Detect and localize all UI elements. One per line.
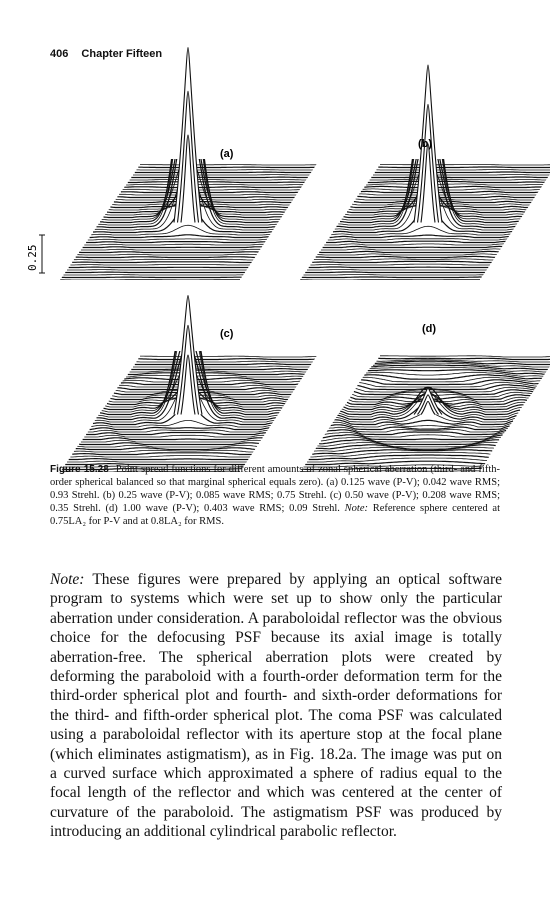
body-note-label: Note: [50, 571, 85, 588]
surface-line [128, 373, 308, 375]
surface-line [324, 244, 504, 245]
caption-note-label: Note: [344, 503, 368, 514]
surface-line [124, 378, 304, 380]
page-number: 406 [50, 48, 69, 60]
surface-line [126, 184, 306, 185]
surface-line [300, 280, 480, 281]
surface-line [135, 364, 315, 365]
chapter-title: Chapter Fifteen [81, 48, 163, 60]
surface-line [375, 172, 550, 173]
surface-line [314, 259, 494, 260]
surface-line [117, 197, 297, 198]
surface-line [114, 393, 294, 395]
psf-panel-c [60, 295, 320, 472]
surface-line [310, 452, 490, 457]
scale-bar [26, 235, 45, 273]
surface-line [70, 456, 250, 458]
surface-line [130, 179, 310, 180]
surface-line [304, 275, 484, 276]
surface-line [321, 249, 501, 250]
surface-line [363, 189, 543, 190]
surface-line [380, 165, 550, 166]
surface-line [380, 356, 550, 357]
surface-line [316, 256, 496, 257]
panel-label: (b) [418, 138, 433, 150]
surface-line [130, 371, 310, 373]
surface-line [81, 440, 261, 442]
surface-line [317, 254, 497, 255]
surface-line [72, 262, 252, 263]
surface-line [84, 244, 264, 245]
panel-label: (c) [220, 328, 234, 340]
surface-line [117, 388, 297, 390]
surface-line [69, 459, 249, 460]
surface-line [119, 385, 299, 387]
surface-line [323, 246, 503, 247]
figure-number: Figure 15.28 [50, 464, 109, 475]
surface-line [83, 247, 263, 248]
surface-line [121, 383, 301, 385]
surface-line [86, 242, 266, 243]
surface-line [366, 184, 546, 185]
surface-line [357, 196, 537, 197]
surface-line [74, 259, 254, 260]
surface-line [328, 239, 508, 240]
figure-caption [50, 463, 500, 528]
caption-text: Point spread functions for different amounts of zonal spherical aberration (third- and fifth-order spherical balanced so that marginal spherical equals zero). (a) 0.125 wave (P-V); 0.042 wave RMS; 0.93 Strehl. (b) 0.25 wave (P-V); 0.085 wave RMS; 0.75 Strehl. (c) 0.50 wave (P-V); 0.208 wave RMS; 0.35 Strehl. (d) 1.00 wave (P-V); 0.403 wave RMS; 0.09 Strehl. [50, 464, 501, 514]
surface-line [137, 361, 317, 362]
surface-line [310, 264, 490, 265]
surface-line [128, 182, 308, 183]
surface-line [77, 254, 257, 255]
surface-line [121, 192, 301, 193]
surface-line [91, 420, 271, 427]
surface-line [86, 433, 266, 435]
panel-label: (d) [422, 323, 437, 335]
surface-line [305, 272, 485, 273]
surface-line [126, 375, 306, 377]
surface-line [326, 241, 506, 242]
surface-line [319, 251, 499, 252]
surface-line [302, 277, 482, 278]
surface-line [116, 390, 296, 392]
surface-line [377, 170, 550, 171]
surface-line [67, 461, 247, 462]
body-paragraph-text: These figures were prepared by applying an optical software program to systems which were set up to show only the particular aberration under consideration. A paraboloidal reflector was the obvious choice for the defocusing PSF because its axial image is totally aberration-free. The spherical aberration plots were created by deforming the paraboloid with a fourth-order deformation term for the third-order spherical plot and fourth- and sixth-order deformations for the third- and fifth-order spherical plot. The coma PSF was calculated using a paraboloidal reflector with its aperture stop at the focal plane (which eliminates astigmatism), as in Fig. 18.2a. The image was put on a curved surface which approximated a sphere of radius equal to the focal length of the reflector and which was centered at the center of curvature of the paraboloid. The astigmatism PSF was produced by introducing an additional cylindrical parabolic reflector. [50, 571, 502, 841]
psf-panel-a [60, 47, 320, 280]
surface-line [368, 181, 548, 182]
psf-panel-d [300, 323, 550, 472]
surface-line [70, 264, 250, 265]
surface-line [81, 249, 261, 250]
surface-line [373, 175, 550, 176]
surface-line [378, 358, 550, 359]
surface-line [112, 204, 292, 205]
surface-line [370, 179, 550, 180]
surface-line [366, 372, 546, 376]
surface-line [77, 445, 257, 447]
psf-figure-canvas [26, 75, 520, 465]
surface-line [90, 428, 270, 430]
surface-line [123, 189, 303, 190]
scale-bar-label: 0.25 [26, 244, 39, 271]
surface-line [309, 267, 489, 268]
surface-line [133, 366, 313, 367]
surface-line [312, 261, 492, 262]
surface-line [76, 257, 256, 258]
body-paragraph [50, 570, 502, 842]
surface-line [88, 239, 268, 240]
surface-line [138, 359, 318, 360]
surface-line [330, 235, 510, 237]
surface-line [361, 191, 541, 192]
surface-line [84, 435, 264, 437]
surface-line [364, 186, 544, 187]
surface-line [79, 443, 259, 445]
surface-line [378, 167, 550, 168]
surface-line [72, 453, 252, 455]
surface-line [116, 199, 296, 200]
psf-panel-b [300, 65, 550, 280]
surface-line [123, 380, 303, 382]
surface-line [124, 187, 304, 188]
surface-line [79, 252, 259, 253]
psf-figure [26, 75, 520, 465]
panel-label: (a) [220, 148, 234, 160]
surface-line [76, 448, 256, 450]
surface-line [83, 438, 263, 440]
surface-line [131, 369, 311, 370]
surface-line [140, 356, 320, 357]
surface-line [88, 430, 268, 432]
running-head [50, 48, 162, 60]
surface-line [74, 450, 254, 452]
caption-note-text: Reference sphere centered at 0.75LA₂ for P-V and at 0.8LA₂ for RMS. [50, 503, 501, 527]
surface-line [371, 177, 550, 178]
surface-line [307, 270, 487, 271]
